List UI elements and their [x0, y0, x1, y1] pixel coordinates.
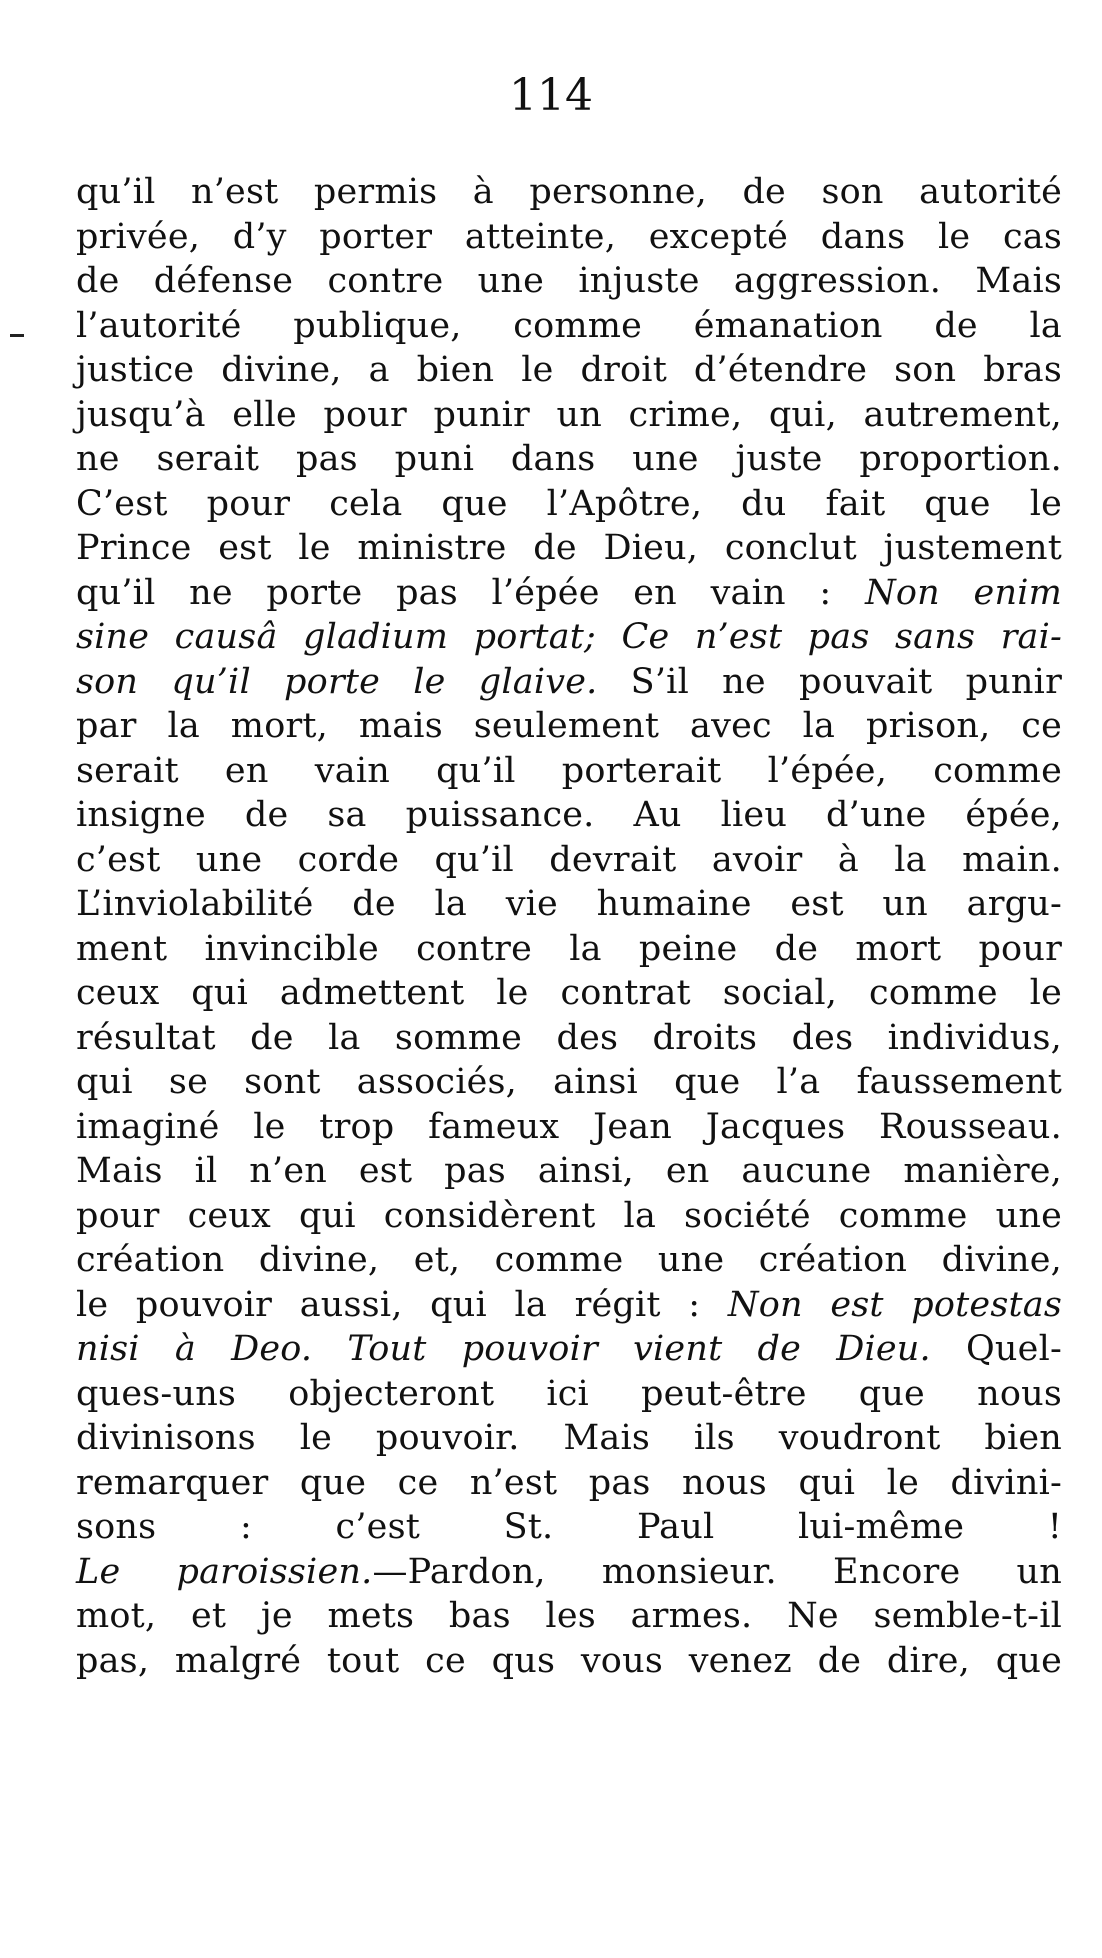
text-line — [76, 1149, 1062, 1194]
text-run: Mais il n’en est pas ainsi, en aucune manière, — [76, 1151, 1062, 1191]
text-run: Prince est le ministre de Dieu, conclut justement — [76, 528, 1062, 568]
text-line — [76, 1372, 1062, 1417]
text-run: par la mort, mais seulement avec la prison, ce — [76, 706, 1062, 746]
text-run: qui se sont associés, ainsi que l’a faussement — [76, 1062, 1062, 1102]
text-line — [76, 1505, 1062, 1550]
text-line — [76, 927, 1062, 972]
text-line — [76, 170, 1062, 215]
text-line — [76, 1461, 1062, 1506]
text-run: S’il ne pouvait punir — [597, 661, 1062, 702]
text-run: résultat de la somme des droits des individus, — [76, 1017, 1062, 1058]
text-line — [76, 704, 1062, 749]
text-line — [76, 1105, 1062, 1150]
text-line — [76, 304, 1062, 349]
text-line — [76, 1639, 1062, 1684]
text-run: ceux qui admettent le contrat social, comme le — [76, 973, 1062, 1013]
text-line — [76, 971, 1062, 1016]
text-line — [76, 526, 1062, 571]
text-line — [76, 749, 1062, 794]
text-run: c’est une corde qu’il devrait avoir à la main. — [76, 839, 1062, 880]
text-run: de défense contre une injuste aggression. Mais — [76, 261, 1062, 301]
text-run: divinisons le pouvoir. Mais ils voudront bien — [76, 1418, 1062, 1458]
text-run: sons : c’est St. Paul lui-même ! — [76, 1507, 1062, 1547]
text-run: pas, malgré tout ce qus vous venez de dire, que — [76, 1640, 1062, 1681]
text-run: serait en vain qu’il porterait l’épée, comme — [76, 750, 1062, 791]
text-line — [76, 1416, 1062, 1461]
text-run: justice divine, a bien le droit d’étendre son bras — [76, 350, 1062, 390]
text-line — [76, 793, 1062, 838]
text-line — [76, 1194, 1062, 1239]
text-line — [76, 571, 1062, 616]
text-line — [76, 660, 1062, 705]
text-line — [76, 1016, 1062, 1061]
text-line — [76, 1238, 1062, 1283]
text-run: imaginé le trop fameux Jean Jacques Rousseau. — [76, 1106, 1062, 1147]
text-line — [76, 348, 1062, 393]
text-run: mot, et je mets bas les armes. Ne semble-t-il — [76, 1596, 1062, 1636]
page-number: 114 — [509, 70, 593, 121]
margin-mark — [10, 334, 24, 337]
text-run: insigne de sa puissance. Au lieu d’une épée, — [76, 795, 1062, 835]
italic-text: Le paroissien. — [76, 1551, 373, 1592]
text-line — [76, 1283, 1062, 1328]
text-run: —Pardon, monsieur. Encore un — [372, 1551, 1062, 1592]
italic-text: son qu’il porte le glaive. — [76, 661, 598, 702]
body-text — [76, 170, 1062, 1683]
text-run: ne serait pas puni dans une juste proportion. — [76, 439, 1062, 479]
text-line — [76, 482, 1062, 527]
text-run: L’inviolabilité de la vie humaine est un argu- — [76, 884, 1062, 924]
text-line — [76, 1327, 1062, 1372]
text-run: Quel- — [930, 1329, 1062, 1369]
text-run: remarquer que ce n’est pas nous qui le divini- — [76, 1462, 1062, 1503]
text-run: qu’il ne porte pas l’épée en vain : — [76, 572, 866, 613]
italic-text: Non enim — [865, 572, 1062, 613]
text-line — [76, 215, 1062, 260]
text-run: jusqu’à elle pour punir un crime, qui, autrement, — [76, 394, 1062, 435]
text-run: pour ceux qui considèrent la société comme une — [76, 1195, 1062, 1236]
italic-text: Non est potestas — [727, 1284, 1062, 1325]
text-line — [76, 838, 1062, 883]
text-run: ment invincible contre la peine de mort pour — [76, 928, 1062, 969]
text-run: ques-uns objecteront ici peut-être que nous — [76, 1373, 1062, 1414]
text-line — [76, 393, 1062, 438]
text-line — [76, 1594, 1062, 1639]
text-run: privée, d’y porter atteinte, excepté dans le cas — [76, 216, 1062, 257]
text-line — [76, 615, 1062, 660]
text-run: l’autorité publique, comme émanation de la — [76, 305, 1062, 346]
italic-text: nisi à Deo. Tout pouvoir vient de Dieu. — [76, 1329, 931, 1369]
text-line — [76, 259, 1062, 304]
text-run: qu’il n’est permis à personne, de son autorité — [76, 172, 1062, 212]
text-line — [76, 1060, 1062, 1105]
text-run: le pouvoir aussi, qui la régit : — [76, 1284, 728, 1325]
text-run: création divine, et, comme une création divine, — [76, 1240, 1062, 1280]
text-line — [76, 882, 1062, 927]
text-run: C’est pour cela que l’Apôtre, du fait que le — [76, 483, 1062, 524]
italic-text: sine causâ gladium portat; Ce n’est pas sans rai- — [76, 617, 1062, 657]
text-line — [76, 437, 1062, 482]
text-line — [76, 1550, 1062, 1595]
